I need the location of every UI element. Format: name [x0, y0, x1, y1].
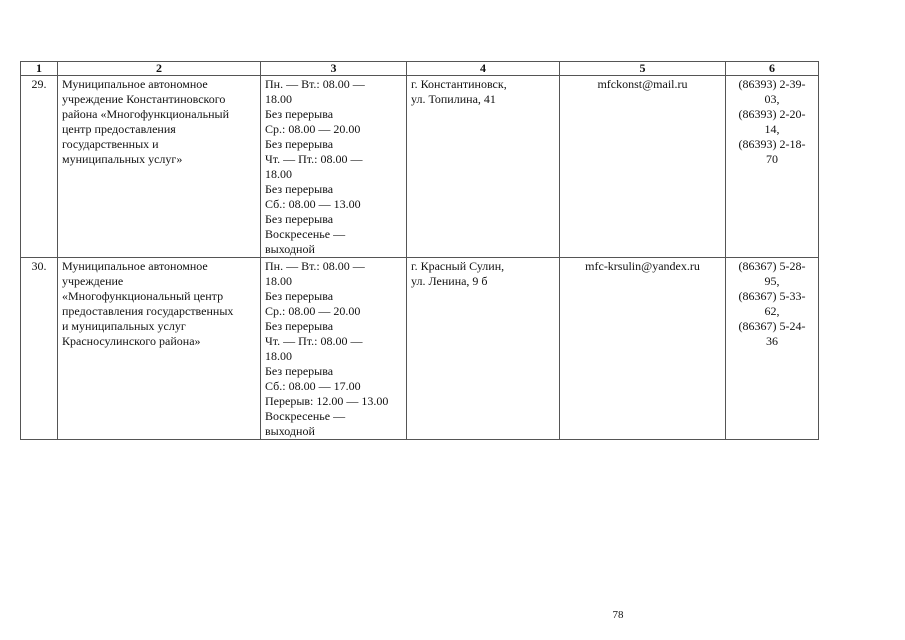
institutions-table [20, 61, 819, 440]
phone-line: 62, [764, 304, 780, 318]
institution-name-line: учреждение [62, 274, 124, 288]
schedule-line: Чт. — Пт.: 08.00 — [265, 152, 363, 166]
address-line: г. Константиновск, [411, 77, 507, 91]
header-row [21, 62, 819, 76]
schedule-line: 18.00 [265, 167, 292, 181]
schedule-line: Воскресенье — [265, 227, 346, 241]
column-header: 3 [261, 62, 407, 76]
institution-name-line: центр предоставления [62, 122, 176, 136]
phone-line: (86393) 2-18- [738, 137, 806, 151]
phone-numbers [726, 76, 819, 258]
schedule-line: Без перерыва [265, 212, 334, 226]
schedule-line: Без перерыва [265, 182, 334, 196]
column-header: 4 [407, 62, 560, 76]
email-address: mfc-krsulin@yandex.ru [560, 258, 726, 440]
phone-line: 95, [764, 274, 780, 288]
phone-line: (86367) 5-33- [738, 289, 806, 303]
schedule-line: выходной [265, 242, 315, 256]
column-header: 5 [560, 62, 726, 76]
institution-name [58, 76, 261, 258]
row-number: 29. [21, 76, 58, 258]
phone-line: 03, [764, 92, 780, 106]
phone-line: 36 [766, 334, 778, 348]
schedule-line: Без перерыва [265, 319, 334, 333]
column-header: 2 [58, 62, 261, 76]
schedule-line: выходной [265, 424, 315, 438]
schedule-line: Без перерыва [265, 137, 334, 151]
institution-name-line: и муниципальных услуг [62, 319, 186, 333]
row-number: 30. [21, 258, 58, 440]
schedule-line: Без перерыва [265, 107, 334, 121]
schedule-line: 18.00 [265, 274, 292, 288]
schedule-line: Пн. — Вт.: 08.00 — [265, 259, 365, 273]
table-row [21, 76, 819, 258]
page-number: 78 [612, 609, 624, 621]
work-schedule [261, 76, 407, 258]
schedule-line: Чт. — Пт.: 08.00 — [265, 334, 363, 348]
address [407, 258, 560, 440]
schedule-line: Перерыв: 12.00 — 13.00 [265, 394, 389, 408]
schedule-line: Сб.: 08.00 — 13.00 [265, 197, 361, 211]
schedule-line: 18.00 [265, 349, 292, 363]
schedule-line: Ср.: 08.00 — 20.00 [265, 304, 361, 318]
schedule-line: Пн. — Вт.: 08.00 — [265, 77, 365, 91]
address-line: г. Красный Сулин, [411, 259, 505, 273]
institution-name-line: государственных и [62, 137, 159, 151]
institution-name-line: «Многофункциональный центр [62, 289, 224, 303]
phone-numbers [726, 258, 819, 440]
phone-line: 14, [764, 122, 780, 136]
institution-name [58, 258, 261, 440]
phone-line: (86367) 5-24- [738, 319, 806, 333]
address-line: ул. Топилина, 41 [411, 92, 496, 106]
institution-name-line: учреждение Константиновского [62, 92, 226, 106]
address [407, 76, 560, 258]
phone-line: (86393) 2-39- [738, 77, 806, 91]
schedule-line: Сб.: 08.00 — 17.00 [265, 379, 361, 393]
work-schedule [261, 258, 407, 440]
phone-line: (86367) 5-28- [738, 259, 806, 273]
institution-name-line: Красносулинского района» [62, 334, 201, 348]
institution-name-line: Муниципальное автономное [62, 259, 208, 273]
phone-line: (86393) 2-20- [738, 107, 806, 121]
schedule-line: Воскресенье — [265, 409, 346, 423]
schedule-line: Ср.: 08.00 — 20.00 [265, 122, 361, 136]
column-header: 6 [726, 62, 819, 76]
email-address: mfckonst@mail.ru [560, 76, 726, 258]
institution-name-line: Муниципальное автономное [62, 77, 208, 91]
institution-name-line: района «Многофункциональный [62, 107, 230, 121]
column-header: 1 [21, 62, 58, 76]
institution-name-line: муниципальных услуг» [62, 152, 183, 166]
table-row [21, 258, 819, 440]
schedule-line: 18.00 [265, 92, 292, 106]
phone-line: 70 [766, 152, 778, 166]
institution-name-line: предоставления государственных [62, 304, 234, 318]
address-line: ул. Ленина, 9 б [411, 274, 488, 288]
schedule-line: Без перерыва [265, 289, 334, 303]
schedule-line: Без перерыва [265, 364, 334, 378]
